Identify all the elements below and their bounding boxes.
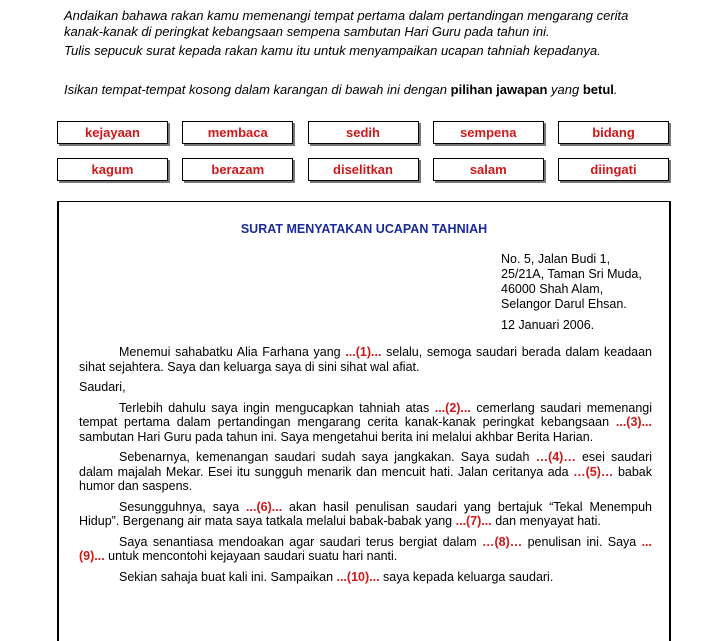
paragraph-1 [79, 345, 652, 374]
instruction-bold-2: betul [582, 82, 614, 97]
paragraph-2 [79, 401, 652, 445]
letter-date: 12 Januari 2006. [501, 318, 595, 332]
text-run: sambutan Hari Guru pada tahun ini. Saya mengetahui berita ini melalui akhbar Berita Harian. [79, 429, 594, 444]
intro-task: Tulis sepucuk surat kepada rakan kamu itu untuk menyampaikan ucapan tahniah kepadanya. [64, 43, 601, 58]
salutation: Saudari, [79, 380, 126, 394]
blank-9: ...(9)... [79, 534, 652, 563]
address-line: Selangor Darul Ehsan. [501, 297, 627, 311]
word-bank-row-2 [57, 158, 669, 181]
word-option: sempena [433, 121, 544, 144]
paragraph-6 [79, 570, 652, 585]
word-option: membaca [182, 121, 293, 144]
paragraph-4 [79, 500, 652, 529]
question-intro [64, 8, 670, 59]
text-run: Saya senantiasa mendoakan agar saudari terus bergiat dalam [119, 534, 482, 549]
text-run: akan hasil penulisan saudari yang bertajuk “Tekal Menempuh Hidup”. Bergenang air mata saya tatkala melalui babak-babak yang [79, 499, 652, 528]
instruction-text [64, 82, 684, 97]
word-option: berazam [182, 158, 293, 181]
intro-scenario: Andaikan bahawa rakan kamu memenangi tempat pertama dalam pertandingan mengarang cerita kanak-kanak di peringkat kebangsaan sempena sambutan Hari Guru pada tahun ini. [64, 8, 629, 39]
word-option: salam [433, 158, 544, 181]
word-option: bidang [558, 121, 669, 144]
word-bank-row-1 [57, 121, 669, 144]
word-bank [57, 121, 669, 195]
instruction-part: Isikan tempat-tempat kosong dalam karangan di bawah ini dengan [64, 82, 451, 97]
word-option: kagum [57, 158, 168, 181]
word-option: sedih [308, 121, 419, 144]
blank-1: ...(1)... [345, 345, 382, 359]
text-run: Sesungguhnya, saya [119, 499, 247, 514]
address-line: No. 5, Jalan Budi 1, [501, 252, 611, 266]
text-run: dan menyayat hati. [491, 514, 601, 528]
text-run: untuk mencontohi kejayaan saudari suatu hari nanti. [104, 549, 398, 563]
blank-5: …(5)… [573, 464, 614, 479]
blank-6: ...(6)... [246, 499, 283, 514]
instruction-part: yang [547, 82, 583, 97]
sender-address [501, 252, 642, 312]
instruction-part: . [613, 82, 618, 97]
blank-4: …(4)… [535, 450, 576, 464]
text-run: Sebenarnya, kemenangan saudari sudah saya jangkakan. Saya sudah [119, 450, 536, 464]
text-run: saya kepada keluarga saudari. [379, 569, 554, 584]
instruction-bold-1: pilihan jawapan [450, 82, 548, 97]
text-run: Menemui sahabatku Alia Farhana yang [119, 345, 346, 359]
paragraph-5 [79, 535, 652, 564]
letter-frame [57, 201, 671, 641]
blank-8: …(8)… [481, 534, 523, 549]
text-run: esei saudari dalam majalah Mekar. Esei itu sungguh menarik dan mencuit hati. Jalan ceritanya ada [79, 450, 653, 479]
text-run: selalu, semoga saudari berada dalam keadaan sihat sejahtera. Saya dan keluarga saya di sini sihat wal afiat. [79, 345, 652, 374]
letter-body [79, 345, 652, 590]
address-line: 25/21A, Taman Sri Muda, [501, 267, 642, 281]
text-run: Sekian sahaja buat kali ini. Sampaikan [119, 569, 337, 584]
letter-title: SURAT MENYATAKAN UCAPAN TAHNIAH [240, 222, 488, 236]
blank-7: ...(7)... [455, 514, 492, 528]
blank-3: ...(3)... [615, 415, 652, 429]
address-line: 46000 Shah Alam, [501, 282, 604, 296]
word-option: diingati [558, 158, 669, 181]
text-run: penulisan ini. Saya [522, 534, 642, 549]
word-option: diselitkan [308, 158, 419, 181]
blank-2: ...(2)... [434, 400, 471, 415]
text-run: Terlebih dahulu saya ingin mengucapkan tahniah atas [119, 400, 435, 415]
text-run: babak humor dan saspens. [79, 464, 652, 493]
word-option: kejayaan [57, 121, 168, 144]
blank-10: ...(10)... [336, 569, 380, 584]
text-run: cemerlang saudari memenangi tempat pertama dalam pertandingan mengarang cerita kanak-kanak peringkat kebangsaan [79, 400, 653, 429]
paragraph-3 [79, 450, 652, 494]
